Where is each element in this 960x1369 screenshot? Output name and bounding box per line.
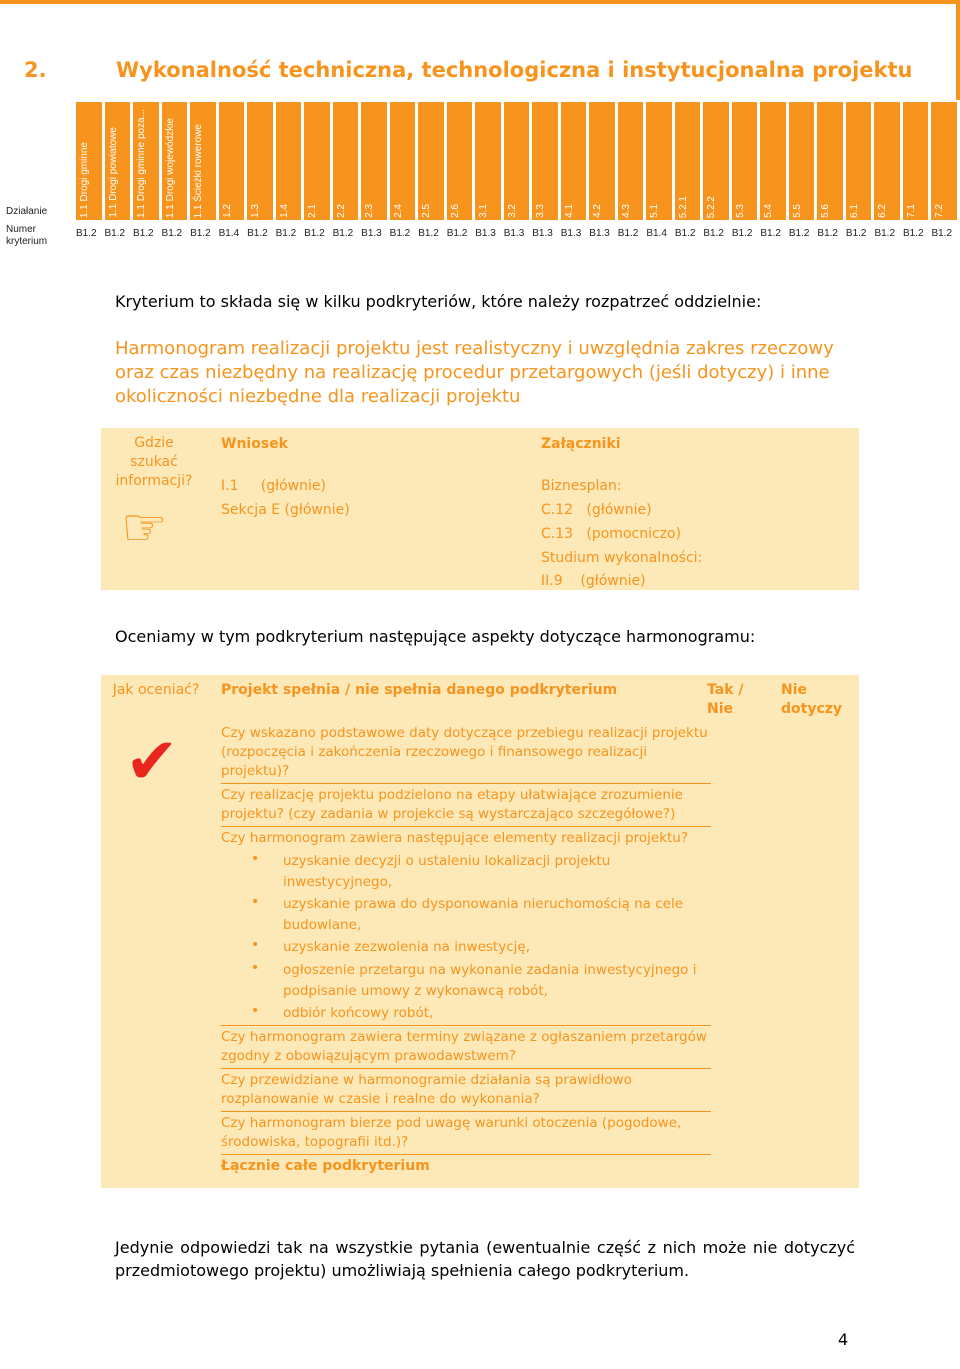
grid-column-label: 3.1 [478, 204, 490, 218]
section-number: 2. [24, 58, 47, 82]
bullet-icon: • [251, 894, 260, 910]
bullet-item-3: uzyskanie zezwolenia na inwestycję, [283, 939, 530, 955]
where-label: Gdzie szukać informacji? [115, 435, 193, 489]
grid-column-label: 2.1 [307, 204, 319, 218]
grid-code: B1.2 [247, 228, 268, 239]
grid-column [304, 102, 333, 220]
wniosek-heading: Wniosek [221, 436, 288, 452]
grid-column-label: 2.4 [392, 204, 404, 218]
grid-column-label: 5.3 [734, 204, 746, 218]
assess-intro: Oceniamy w tym podkryterium następujące aspekty dotyczące harmonogramu: [115, 627, 756, 646]
divider [221, 1154, 711, 1155]
divider [221, 1068, 711, 1069]
bullet-icon: • [251, 937, 260, 953]
grid-column-label: 3.2 [506, 204, 518, 218]
grid-code: B1.2 [845, 228, 867, 239]
grid-column-label: 1.1 Drogi gminne poza... [136, 109, 148, 218]
grid-column [276, 102, 305, 220]
grid-code: B1.2 [703, 228, 724, 239]
grid-column-label: 4.3 [620, 204, 632, 218]
zalaczniki-item-4: Studium wykonalności: [541, 550, 703, 566]
grid-column-label: 6.2 [877, 204, 889, 218]
grid-column [675, 102, 704, 220]
grid-code: B1.2 [902, 228, 924, 239]
grid-code: B1.4 [218, 228, 240, 239]
grid-code: B1.3 [475, 228, 496, 239]
grid-code: B1.2 [931, 228, 953, 239]
page-frame [0, 0, 960, 100]
grid-code: B1.3 [532, 228, 553, 239]
zalaczniki-item-3: C.13 (pomocniczo) [541, 526, 682, 542]
grid-column-label: 2.5 [421, 204, 433, 218]
grid-column [219, 102, 248, 220]
grid-column [561, 102, 590, 220]
divider [221, 826, 711, 827]
row-label-dzialanie: Działanie [6, 206, 48, 217]
question-4: Czy harmonogram zawiera terminy związane z ogłaszaniem przetargów zgodny z obowiązującym prawodawstwem? [221, 1029, 707, 1064]
pointing-hand-icon: ☞ [121, 498, 168, 558]
grid-code: B1.3 [503, 228, 525, 239]
divider [221, 783, 711, 784]
grid-column-label: 5.2.2 [706, 195, 718, 218]
grid-column [703, 102, 732, 220]
grid-code: B1.2 [190, 228, 211, 239]
grid-column [589, 102, 618, 220]
grid-code: B1.2 [76, 228, 97, 239]
grid-column [817, 102, 846, 220]
grid-codes [76, 228, 960, 239]
bullet-item-5: odbiór końcowy robót, [283, 1005, 434, 1021]
grid-column-label: 5.6 [820, 204, 832, 218]
grid-code: B1.2 [104, 228, 126, 239]
grid-column [447, 102, 476, 220]
grid-column-label: 2.6 [449, 204, 461, 218]
grid-code: B1.3 [560, 228, 582, 239]
grid-column [846, 102, 875, 220]
bullet-icon: • [251, 960, 260, 976]
grid-column [390, 102, 419, 220]
divider [221, 1111, 711, 1112]
grid-column [732, 102, 761, 220]
grid-code: B1.2 [674, 228, 696, 239]
grid-code: B1.2 [332, 228, 354, 239]
where-info-box [101, 428, 859, 590]
checkmark-icon: ✔ [125, 725, 179, 799]
grid-column-label: 1.1 Ścieżki rowerowe [193, 123, 205, 218]
grid-column-label: 5.2.1 [677, 195, 689, 218]
grid-column-label: 1.1 Drogi wojewódzkie [164, 117, 176, 218]
grid-code: B1.2 [817, 228, 838, 239]
col-nie-dotyczy: Nie dotyczy [781, 682, 843, 717]
grid-column-label: 1.4 [278, 204, 290, 218]
grid-code: B1.2 [760, 228, 781, 239]
grid-column [247, 102, 276, 220]
grid-code: B1.2 [161, 228, 183, 239]
grid-column-label: 2.3 [364, 204, 376, 218]
grid-column [789, 102, 818, 220]
grid-column [760, 102, 789, 220]
grid-code: B1.2 [304, 228, 325, 239]
total-row: Łącznie całe podkryterium [221, 1158, 430, 1174]
grid-column [105, 102, 134, 220]
evaluation-heading: Projekt spełnia / nie spełnia danego podkryterium [221, 682, 618, 698]
grid-code: B1.2 [446, 228, 468, 239]
grid-column-label: 4.1 [563, 204, 575, 218]
evaluation-box [101, 675, 859, 1188]
grid-code: B1.2 [418, 228, 439, 239]
grid-column-label: 1.3 [250, 204, 262, 218]
bullet-icon: • [251, 1003, 260, 1019]
grid-column [903, 102, 932, 220]
grid-code: B1.2 [788, 228, 810, 239]
grid-column-label: 1.1 Drogi powiatowe [107, 127, 119, 218]
question-6: Czy harmonogram bierze pod uwagę warunki otoczenia (pogodowe, środowiska, topografii itd.)? [221, 1115, 682, 1150]
grid-code: B1.2 [275, 228, 297, 239]
grid-column [133, 102, 162, 220]
grid-column [618, 102, 647, 220]
section-title [24, 58, 912, 82]
grid-column [162, 102, 191, 220]
grid-code: B1.2 [617, 228, 639, 239]
question-3: Czy harmonogram zawiera następujące elementy realizacji projektu? [221, 830, 689, 846]
wniosek-item-1: I.1 (głównie) [221, 478, 326, 494]
question-2: Czy realizację projektu podzielono na etapy ułatwiające zrozumienie projektu? (czy zadania w projekcie są wystarczająco szczegółowe?) [221, 787, 683, 822]
grid-column [931, 102, 960, 220]
grid-column-label: 1.1 Drogi gminne [79, 141, 90, 218]
grid-column [646, 102, 675, 220]
zalaczniki-item-1: Biznesplan: [541, 478, 622, 494]
row-label-numer: Numer kryterium [6, 224, 48, 247]
zalaczniki-item-2: C.12 (głównie) [541, 502, 652, 518]
grid-column-label: 7.1 [905, 204, 917, 218]
bullet-icon: • [251, 851, 260, 867]
bullet-item-4: ogłoszenie przetargu na wykonanie zadania inwestycyjnego i podpisanie umowy z wykonawcą robót, [283, 962, 697, 999]
section-title-text: Wykonalność techniczna, technologiczna i instytucjonalna projektu [116, 58, 913, 82]
grid-column-label: 6.1 [848, 204, 860, 218]
bullet-item-2: uzyskanie prawa do dysponowania nieruchomością na cele budowlane, [283, 896, 684, 933]
subcriterion-text: Harmonogram realizacji projektu jest realistyczny i uwzględnia zakres rzeczowy oraz czas niezbędny na realizację procedur przetargowych (jeśli dotyczy) i inne okoliczności niezbędne dla realizacji projektu [115, 338, 834, 407]
grid-column-label: 5.5 [791, 204, 803, 218]
grid-code: B1.4 [646, 228, 667, 239]
grid-column [361, 102, 390, 220]
grid-column [190, 102, 219, 220]
grid-column-label: 5.4 [763, 204, 775, 218]
grid-code: B1.2 [389, 228, 411, 239]
grid-column-label: 5.1 [649, 204, 661, 218]
bullet-item-1: uzyskanie decyzji o ustaleniu lokalizacji projektu inwestycyjnego, [283, 853, 611, 890]
zalaczniki-heading: Załączniki [541, 436, 621, 452]
grid-columns [76, 102, 960, 220]
page-number: 4 [838, 1330, 849, 1349]
question-1: Czy wskazano podstawowe daty dotyczące przebiegu realizacji projektu (rozpoczęcia i zakończenia rzeczowego i finansowego realizacji projektu)? [221, 725, 708, 779]
grid-code: B1.2 [133, 228, 154, 239]
grid-column-label: 2.2 [335, 204, 347, 218]
grid-code: B1.3 [361, 228, 382, 239]
grid-column-label: 7.2 [934, 204, 946, 218]
criteria-grid [0, 102, 960, 258]
evaluate-label: Jak oceniać? [112, 682, 200, 698]
grid-code: B1.2 [731, 228, 753, 239]
grid-column-label: 1.2 [221, 204, 233, 218]
question-5: Czy przewidziane w harmonogramie działania są prawidłowo rozplanowanie w czasie i realne do wykonania? [221, 1072, 632, 1107]
divider [221, 1025, 711, 1026]
grid-column [333, 102, 362, 220]
grid-code: B1.2 [874, 228, 896, 239]
grid-code: B1.3 [589, 228, 610, 239]
grid-column-label: 3.3 [535, 204, 547, 218]
grid-column [418, 102, 447, 220]
grid-column [475, 102, 504, 220]
grid-column-label: 4.2 [592, 204, 604, 218]
intro-text: Kryterium to składa się w kilku podkryteriów, które należy rozpatrzeć oddzielnie: [115, 292, 762, 311]
closing-text: Jedynie odpowiedzi tak na wszystkie pytania (ewentualnie część z nich może nie dotyczyć przedmiotowego projektu) umożliwiają spełnienia całego podkryterium. [115, 1238, 855, 1280]
grid-column [504, 102, 533, 220]
wniosek-item-2: Sekcja E (głównie) [221, 502, 350, 518]
grid-column [874, 102, 903, 220]
grid-column [532, 102, 561, 220]
col-tak-nie: Tak / Nie [707, 682, 744, 717]
zalaczniki-item-5: II.9 (głównie) [541, 573, 646, 589]
grid-column [76, 102, 105, 220]
